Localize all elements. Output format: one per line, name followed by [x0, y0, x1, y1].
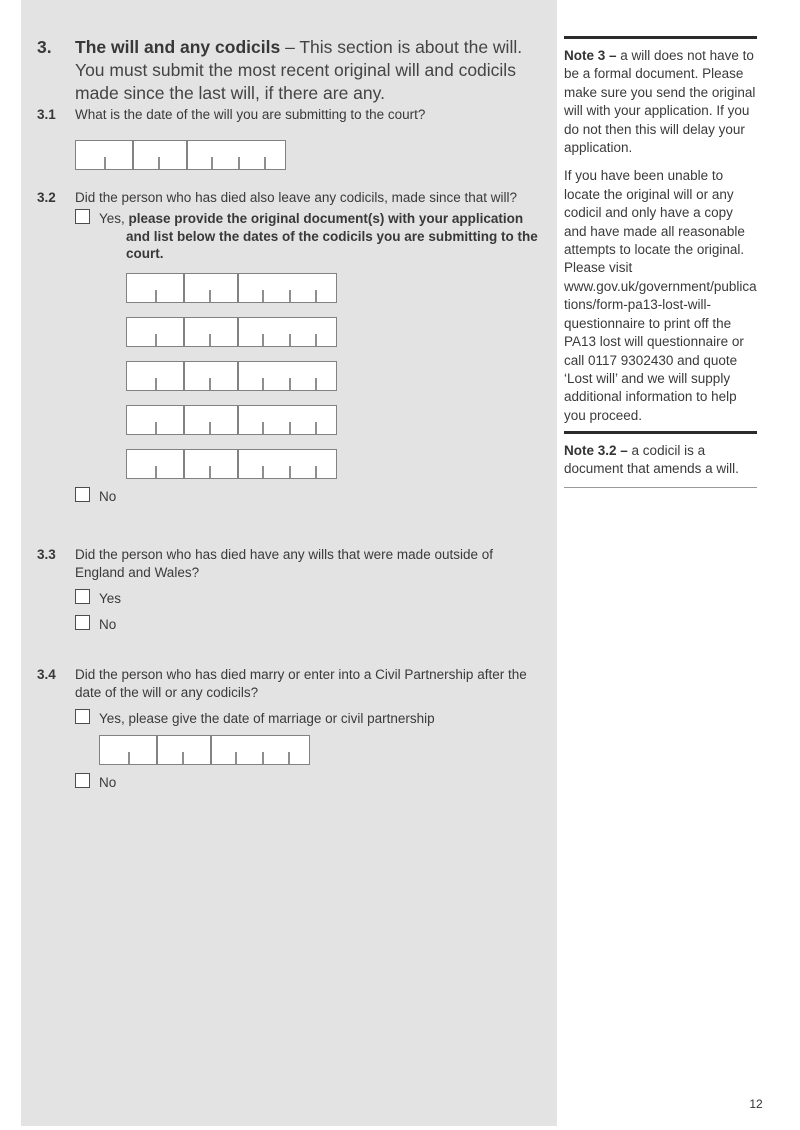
- datebox-digit-tick: [288, 752, 290, 764]
- section-intro: – This section is about the will. You must submit the most recent original will and codicils made since the last will, if there are any.: [75, 37, 523, 103]
- datebox-digit-tick: [182, 752, 184, 764]
- datebox-digit-tick: [289, 290, 291, 302]
- q33-text: Did the person who has died have any wills that were made outside of England and Wales?: [75, 547, 493, 580]
- datebox-digit-tick: [158, 157, 160, 169]
- q32-yes-checkbox[interactable]: [75, 209, 90, 224]
- note-3-2-paragraph: [564, 442, 757, 479]
- codicil-date-input[interactable]: [126, 361, 337, 391]
- section-title: The will and any codicils: [75, 37, 281, 57]
- datebox-digit-tick: [155, 290, 157, 302]
- datebox-separator: [183, 450, 185, 478]
- section-title-text: [75, 36, 547, 105]
- datebox-digit-tick: [262, 422, 264, 434]
- q34-yes-checkbox[interactable]: [75, 709, 90, 724]
- datebox-digit-tick: [155, 378, 157, 390]
- section-3-header: [37, 36, 547, 105]
- note-3-label: Note 3: [564, 48, 606, 63]
- note-3-paragraph-2: If you have been unable to locate the original will or any codicil and only have a copy and have made all reasonable attempts to locate the original. Please visit www.gov.uk/government/publications/form-pa13-lost-will-questionnaire to print off the PA13 lost will questionnaire or call 0117 9302430 and quote ‘Lost will’ and we will supply additional information to help you proceed.: [564, 168, 757, 423]
- datebox-separator: [237, 318, 239, 346]
- datebox-separator: [237, 450, 239, 478]
- datebox-digit-tick: [289, 378, 291, 390]
- datebox-digit-tick: [315, 422, 317, 434]
- q34-yes-option: [75, 709, 435, 727]
- datebox-separator: [237, 406, 239, 434]
- datebox-digit-tick: [104, 157, 106, 169]
- datebox-digit-tick: [155, 466, 157, 478]
- note-3-2-text: a codicil is a document that amends a will.: [564, 443, 739, 477]
- codicil-date-input[interactable]: [126, 273, 337, 303]
- datebox-digit-tick: [155, 334, 157, 346]
- datebox-digit-tick: [209, 466, 211, 478]
- note-3-2-box: [564, 431, 757, 488]
- question-3-4: [37, 666, 545, 702]
- q32-yes-bold-text: please provide the original document(s) with your application and list below the dates of the codicils you are submitting to the court.: [126, 211, 538, 261]
- page-number: 12: [749, 1097, 763, 1111]
- datebox-digit-tick: [315, 466, 317, 478]
- datebox-separator: [156, 736, 158, 764]
- q34-text: Did the person who has died marry or enter into a Civil Partnership after the date of the will or any codicils?: [75, 667, 527, 700]
- note-3-text-1: a will does not have to be a formal document. Please make sure you send the original will with your application. If you do not then this will delay your application.: [564, 48, 756, 156]
- q33-no-option: [75, 615, 116, 633]
- datebox-digit-tick: [209, 334, 211, 346]
- q33-yes-checkbox[interactable]: [75, 589, 90, 604]
- datebox-digit-tick: [262, 378, 264, 390]
- datebox-separator: [183, 318, 185, 346]
- codicil-date-list: [126, 273, 337, 493]
- note-3-box: [564, 36, 757, 425]
- q32-yes-prefix: Yes,: [99, 211, 129, 226]
- note-3-paragraph-1: [564, 47, 757, 157]
- q34-yes-label: Yes, please give the date of marriage or civil partnership: [99, 711, 435, 726]
- datebox-digit-tick: [315, 290, 317, 302]
- q32-no-option: [75, 487, 116, 505]
- q32-yes-label: [99, 209, 544, 263]
- q32-text: Did the person who has died also leave any codicils, made since that will?: [75, 190, 517, 205]
- section-number: 3.: [37, 37, 52, 57]
- datebox-digit-tick: [155, 422, 157, 434]
- q31-number: 3.1: [37, 107, 56, 122]
- q33-yes-label: Yes: [99, 591, 122, 606]
- datebox-digit-tick: [211, 157, 213, 169]
- note-3-dash: –: [605, 48, 621, 63]
- note-3-2-dash: –: [616, 443, 632, 458]
- q33-no-checkbox[interactable]: [75, 615, 90, 630]
- datebox-digit-tick: [264, 157, 266, 169]
- datebox-separator: [237, 362, 239, 390]
- codicil-date-input[interactable]: [126, 449, 337, 479]
- q34-no-label: No: [99, 775, 117, 790]
- will-date-input[interactable]: [75, 140, 286, 170]
- datebox-digit-tick: [289, 422, 291, 434]
- question-3-1: [37, 106, 545, 124]
- q34-no-option: [75, 773, 116, 791]
- datebox-digit-tick: [315, 378, 317, 390]
- q32-no-label: No: [99, 489, 117, 504]
- datebox-separator: [210, 736, 212, 764]
- q33-yes-option: [75, 589, 121, 607]
- datebox-digit-tick: [262, 466, 264, 478]
- datebox-separator: [237, 274, 239, 302]
- q33-number: 3.3: [37, 547, 56, 562]
- question-3-3: [37, 546, 520, 582]
- datebox-separator: [183, 406, 185, 434]
- datebox-separator: [186, 141, 188, 169]
- datebox-digit-tick: [289, 334, 291, 346]
- q32-no-checkbox[interactable]: [75, 487, 90, 502]
- datebox-separator: [183, 274, 185, 302]
- codicil-date-input[interactable]: [126, 405, 337, 435]
- datebox-digit-tick: [235, 752, 237, 764]
- datebox-separator: [132, 141, 134, 169]
- datebox-digit-tick: [289, 466, 291, 478]
- datebox-digit-tick: [209, 422, 211, 434]
- datebox-digit-tick: [238, 157, 240, 169]
- q31-text: What is the date of the will you are submitting to the court?: [75, 107, 426, 122]
- note-3-2-label: Note 3.2: [564, 443, 617, 458]
- q32-yes-option: [75, 209, 544, 263]
- codicil-date-input[interactable]: [126, 317, 337, 347]
- datebox-digit-tick: [209, 290, 211, 302]
- marriage-date-input[interactable]: [99, 735, 310, 765]
- question-3-2: [37, 189, 545, 207]
- q34-no-checkbox[interactable]: [75, 773, 90, 788]
- datebox-digit-tick: [209, 378, 211, 390]
- datebox-separator: [183, 362, 185, 390]
- datebox-digit-tick: [262, 752, 264, 764]
- q34-number: 3.4: [37, 667, 56, 682]
- datebox-digit-tick: [262, 290, 264, 302]
- q32-number: 3.2: [37, 190, 56, 205]
- datebox-digit-tick: [262, 334, 264, 346]
- q33-no-label: No: [99, 617, 117, 632]
- datebox-digit-tick: [315, 334, 317, 346]
- datebox-digit-tick: [128, 752, 130, 764]
